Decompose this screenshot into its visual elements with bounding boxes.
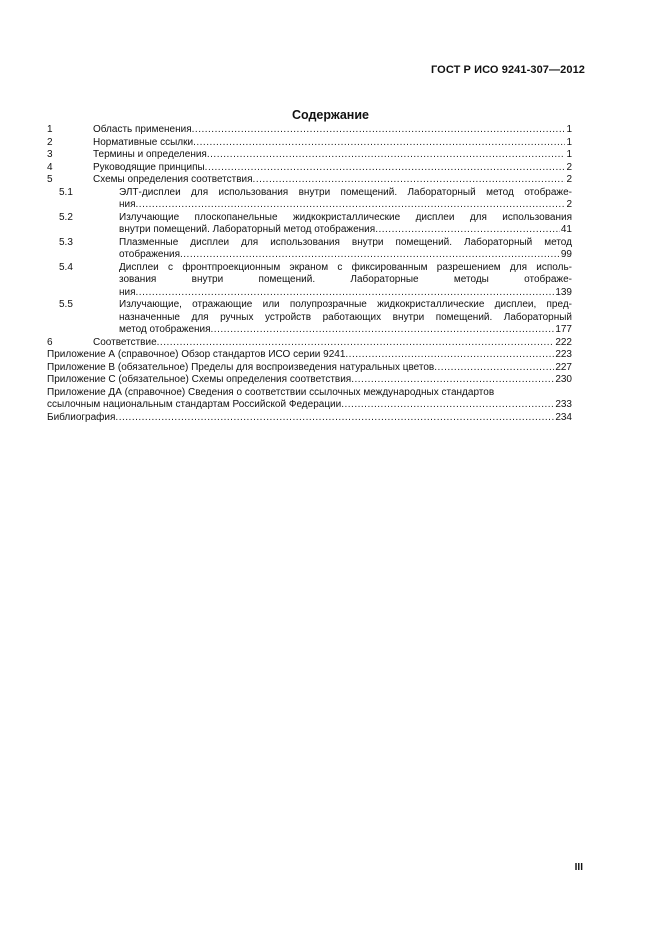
toc-entry-5-2[interactable]: [47, 212, 572, 237]
toc-entry-1[interactable]: [47, 124, 572, 137]
toc-page: 222: [555, 336, 572, 348]
toc-entry-5-5[interactable]: [47, 299, 572, 337]
toc-label-line: ссылочным национальным стандартам Российской Федерации: [47, 399, 342, 410]
toc-leader: [115, 412, 554, 425]
toc-leader: [193, 137, 565, 150]
toc-label: Термины и определения: [93, 149, 207, 160]
toc-label: Нормативные ссылки: [93, 136, 194, 148]
toc-label-line: Приложение ДА (справочное) Сведения о соответствии ссылочных международных стандартов: [47, 386, 495, 398]
toc-label-line: ния: [119, 199, 136, 210]
page-number: III: [574, 862, 583, 873]
toc-label: Приложение В (обязательное) Пределы для воспроизведения натуральных цветов: [47, 361, 435, 373]
toc-label-line: зования внутри помещений. Лабораторные методы отображе-: [119, 274, 572, 285]
toc-page: 99: [560, 249, 572, 260]
toc-leader: [192, 124, 566, 137]
toc-number: 5.2: [59, 211, 73, 223]
toc-entry-4[interactable]: [47, 162, 572, 175]
toc-number: 4: [47, 161, 53, 173]
toc-page: 1: [566, 124, 572, 135]
toc-label: Область применения: [93, 124, 192, 135]
toc-page: 2: [566, 161, 572, 173]
toc-label: Руководящие принципы: [93, 161, 205, 173]
toc-label: Приложение С (обязательное) Схемы определения соответствия: [47, 374, 352, 385]
toc-leader: [136, 199, 566, 212]
toc-page: 41: [560, 224, 572, 235]
toc-label-line: метод отображения: [119, 324, 211, 335]
toc-leader: [351, 374, 554, 387]
toc-number: 6: [47, 336, 53, 348]
toc-label: Приложение А (справочное) Обзор стандартов ИСО серии 9241: [47, 349, 346, 360]
toc-entry-6[interactable]: [47, 337, 572, 350]
toc-page: 139: [555, 286, 572, 298]
toc-leader: [207, 149, 566, 162]
toc-number: 5.4: [59, 261, 73, 273]
toc-entry-appendix-b[interactable]: [47, 362, 572, 375]
toc-entry-5-3[interactable]: [47, 237, 572, 262]
toc-entry-5-1[interactable]: [47, 187, 572, 212]
toc-entry-5[interactable]: [47, 174, 572, 187]
toc-label-line: Плазменные дисплеи для использования внутри помещений. Лабораторный метод: [119, 236, 572, 248]
page-title: Содержание: [291, 108, 369, 122]
toc-page: 227: [555, 361, 572, 373]
toc-leader: [180, 249, 560, 262]
toc-leader: [345, 349, 554, 362]
toc-number: 5.5: [59, 299, 73, 310]
toc-leader: [253, 174, 566, 187]
toc-label-line: Излучающие плоскопанельные жидкокристаллические дисплеи для использования: [119, 211, 572, 223]
document-header: ГОСТ Р ИСО 9241-307—2012: [430, 64, 585, 76]
toc-leader: [434, 362, 554, 375]
toc-number: 2: [47, 136, 53, 148]
toc-label-line: отображения: [119, 249, 180, 260]
toc-label-line: внутри помещений. Лабораторный метод отображения: [119, 224, 376, 235]
toc-entry-3[interactable]: [47, 149, 572, 162]
toc-number: 3: [47, 149, 53, 160]
toc-label: Схемы определения соответствия: [93, 174, 253, 185]
toc-number: 5: [47, 174, 53, 185]
toc-page: 234: [555, 411, 572, 423]
toc-label-line: ЭЛТ-дисплеи для использования внутри помещений. Лабораторный метод отображе-: [119, 186, 572, 198]
toc-leader: [157, 337, 555, 350]
toc-label-line: Дисплеи с фронтпроекционным экраном с фиксированным разрешением для исполь-: [119, 261, 572, 273]
toc-entry-appendix-da[interactable]: [47, 387, 572, 412]
toc-leader: [205, 162, 566, 175]
toc-page: 233: [555, 399, 572, 410]
toc-page: 2: [566, 199, 572, 210]
toc-page: 1: [566, 149, 572, 160]
toc-leader: [341, 399, 554, 412]
toc-label-line: ния: [119, 286, 136, 298]
toc-entry-bibliography[interactable]: [47, 412, 572, 425]
toc-leader: [375, 224, 560, 237]
toc-label-line: назначенные для ручных устройств работающих внутри помещений. Лабораторный: [119, 311, 572, 323]
toc-entry-5-4[interactable]: [47, 262, 572, 300]
toc-number: 5.3: [59, 236, 73, 248]
toc-page: 1: [566, 136, 572, 148]
toc-label-line: Излучающие, отражающие или полупрозрачные жидкокристаллические дисплеи, пред-: [119, 299, 572, 310]
toc-leader: [136, 287, 555, 300]
toc-page: 223: [555, 349, 572, 360]
table-of-contents: [47, 124, 572, 424]
toc-label: Библиография: [47, 411, 116, 423]
toc-number: 5.1: [59, 186, 73, 198]
toc-leader: [211, 324, 555, 337]
toc-entry-2[interactable]: [47, 137, 572, 150]
toc-entry-appendix-a[interactable]: [47, 349, 572, 362]
toc-label: Соответствие: [93, 336, 157, 348]
toc-page: 230: [555, 374, 572, 385]
toc-page: 2: [566, 174, 572, 185]
toc-number: 1: [47, 124, 53, 135]
toc-entry-appendix-c[interactable]: [47, 374, 572, 387]
toc-page: 177: [555, 324, 572, 335]
